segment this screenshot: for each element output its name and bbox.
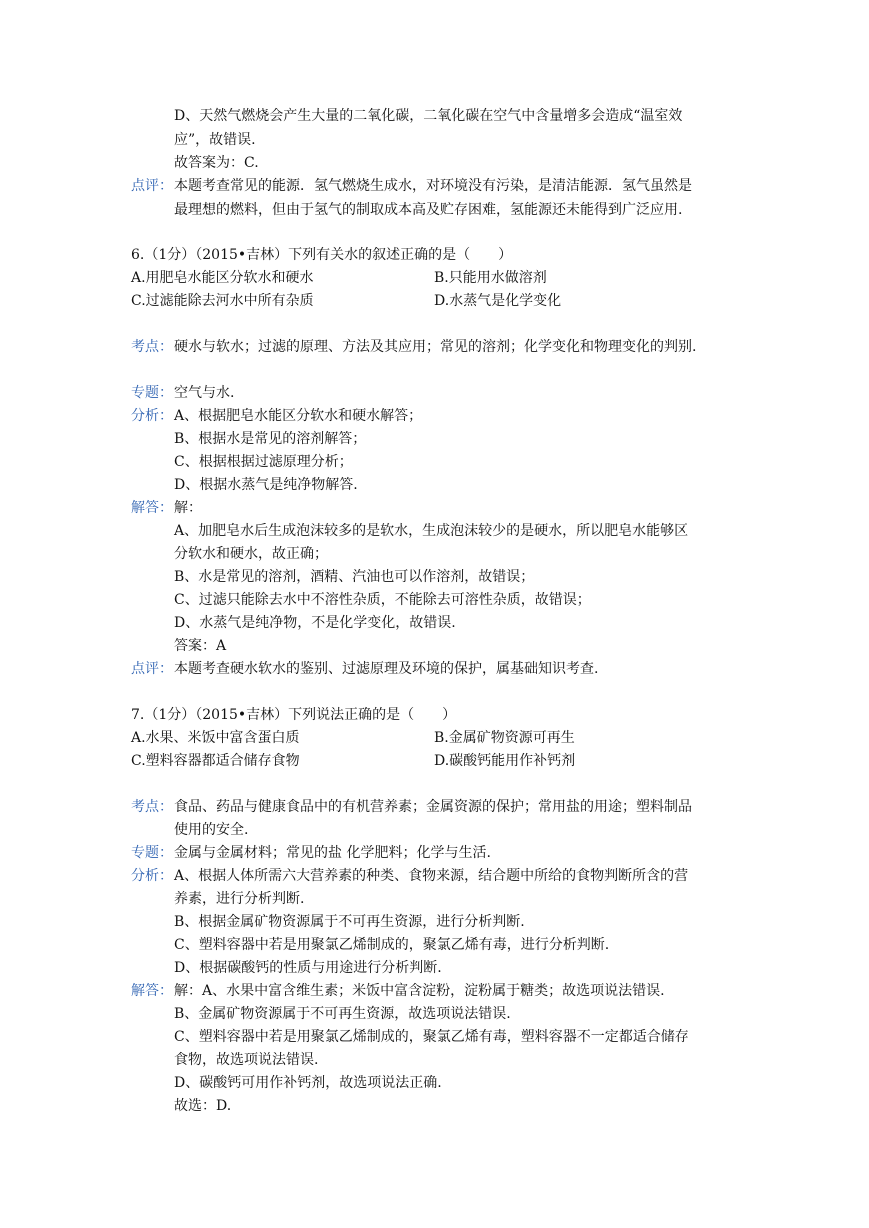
prev-line-1: D、天然气燃烧会产生大量的二氧化碳，二氧化碳在空气中含量增多会造成“温室效 bbox=[174, 108, 683, 124]
q6-kaodian: 硬水与软水；过滤的原理、方法及其应用；常见的溶剂；化学变化和物理变化的判别. bbox=[174, 339, 697, 355]
q6-answer: 答案：A bbox=[174, 638, 227, 654]
q7-jieda-1: 解：A、水果中富含维生素；米饭中富含淀粉，淀粉属于糖类；故选项说法错误. bbox=[174, 983, 665, 999]
q7-jieda-5: D、碳酸钙可用作补钙剂，故选项说法正确. bbox=[174, 1075, 442, 1091]
q6-jieda-first: 解： bbox=[174, 500, 202, 516]
q7-kaodian-1: 食品、药品与健康食品中的有机营养素；金属资源的保护；常用盐的用途；塑料制品 bbox=[174, 799, 692, 815]
q6-option-a: A.用肥皂水能区分软水和硬水 bbox=[131, 270, 314, 286]
q7-fenxi-5: D、根据碳酸钙的性质与用途进行分析判断. bbox=[174, 960, 442, 976]
q6-jieda-5: D、水蒸气是纯净物，不是化学变化，故错误. bbox=[174, 615, 456, 631]
q6-fenxi-4: D、根据水蒸气是纯净物解答. bbox=[174, 477, 358, 493]
prev-review-line-2: 最理想的燃料，但由于氢气的制取成本高及贮存困难，氢能源还未能得到广泛应用. bbox=[174, 202, 683, 218]
q7-stem: 7.（1分）（2015•吉林）下列说法正确的是（ ） bbox=[131, 707, 457, 723]
q6-zhuanti-tag: 专题： bbox=[131, 385, 173, 401]
q7-option-a: A.水果、米饭中富含蛋白质 bbox=[131, 730, 300, 746]
q6-jieda-tag: 解答： bbox=[131, 500, 173, 516]
prev-review-line-1: 本题考查常见的能源．氢气燃烧生成水，对环境没有污染，是清洁能源．氢气虽然是 bbox=[174, 178, 692, 194]
q6-option-d: D.水蒸气是化学变化 bbox=[434, 293, 562, 309]
prev-review-tag: 点评： bbox=[131, 178, 173, 194]
q7-option-b: B.金属矿物资源可再生 bbox=[434, 730, 575, 746]
prev-line-2: 应”，故错误. bbox=[174, 132, 256, 148]
q6-jieda-1: A、加肥皂水后生成泡沫较多的是软水，生成泡沫较少的是硬水，所以肥皂水能够区 bbox=[174, 523, 689, 539]
q7-jieda-3: C、塑料容器中若是用聚氯乙烯制成的，聚氯乙烯有毒，塑料容器不一定都适合储存 bbox=[174, 1029, 689, 1045]
q6-dianping: 本题考查硬水软水的鉴别、过滤原理及环境的保护，属基础知识考查. bbox=[174, 661, 599, 677]
q7-jieda-tag: 解答： bbox=[131, 983, 173, 999]
q7-answer: 故选：D. bbox=[174, 1098, 232, 1114]
q7-zhuanti: 金属与金属材料；常见的盐 化学肥料；化学与生活. bbox=[174, 845, 491, 861]
q6-dianping-tag: 点评： bbox=[131, 661, 173, 677]
q6-option-c: C.过滤能除去河水中所有杂质 bbox=[131, 293, 314, 309]
q6-jieda-4: C、过滤只能除去水中不溶性杂质，不能除去可溶性杂质，故错误； bbox=[174, 592, 591, 608]
q7-kaodian-2: 使用的安全. bbox=[174, 822, 249, 838]
q7-fenxi-1: A、根据人体所需六大营养素的种类、食物来源，结合题中所给的食物判断所含的营 bbox=[174, 868, 689, 884]
q6-option-b: B.只能用水做溶剂 bbox=[434, 270, 547, 286]
q6-fenxi-2: B、根据水是常见的溶剂解答； bbox=[174, 431, 367, 447]
q6-jieda-2: 分软水和硬水，故正确； bbox=[174, 546, 328, 562]
q6-jieda-3: B、水是常见的溶剂，酒精、汽油也可以作溶剂，故错误； bbox=[174, 569, 535, 585]
q6-fenxi-3: C、根据根据过滤原理分析； bbox=[174, 454, 353, 470]
q6-zhuanti: 空气与水. bbox=[174, 385, 235, 401]
q7-fenxi-3: B、根据金属矿物资源属于不可再生资源，进行分析判断. bbox=[174, 914, 525, 930]
q7-option-c: C.塑料容器都适合储存食物 bbox=[131, 753, 300, 769]
q7-jieda-2: B、金属矿物资源属于不可再生资源，故选项说法错误. bbox=[174, 1006, 511, 1022]
q6-fenxi-1: A、根据肥皂水能区分软水和硬水解答； bbox=[174, 408, 423, 424]
q7-jieda-4: 食物，故选项说法错误. bbox=[174, 1052, 319, 1068]
q6-kaodian-tag: 考点： bbox=[131, 339, 173, 355]
q7-fenxi-2: 养素，进行分析判断. bbox=[174, 891, 305, 907]
q7-option-d: D.碳酸钙能用作补钙剂 bbox=[434, 753, 576, 769]
q7-fenxi-tag: 分析： bbox=[131, 868, 173, 884]
q6-fenxi-tag: 分析： bbox=[131, 408, 173, 424]
q6-stem: 6.（1分）（2015•吉林）下列有关水的叙述正确的是（ ） bbox=[131, 247, 513, 263]
prev-answer: 故答案为：C. bbox=[174, 155, 259, 171]
q7-zhuanti-tag: 专题： bbox=[131, 845, 173, 861]
q7-kaodian-tag: 考点： bbox=[131, 799, 173, 815]
q7-fenxi-4: C、塑料容器中若是用聚氯乙烯制成的，聚氯乙烯有毒，进行分析判断. bbox=[174, 937, 610, 953]
